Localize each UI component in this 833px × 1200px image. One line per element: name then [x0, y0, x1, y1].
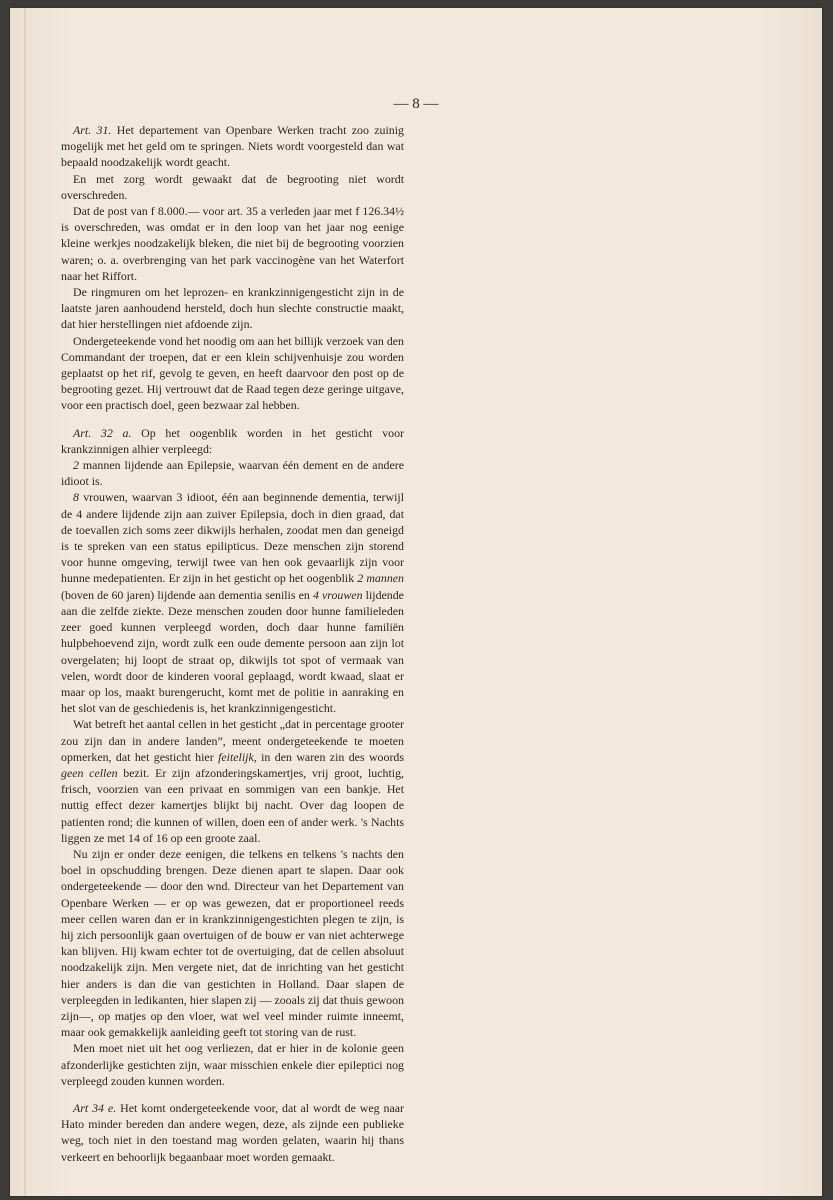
- art32-text-2: mannen lijdende aan Epilepsie, waarvan één dement en de andere idioot is.: [61, 458, 404, 489]
- art32-paragraph-4: [61, 716, 404, 846]
- art32-men-count: 2: [73, 458, 79, 473]
- art32-paragraph-2: [61, 457, 404, 489]
- art32-paragraph-6: Men moet niet uit het oog verliezen, dat er hier in de kolonie geen afzonderlijke gestichten zijn, waar misschien enkele dier epileptici nog verpleegd zouden kunnen worden.: [61, 1041, 404, 1088]
- art32-text-4a: Wat betreft het aantal cellen in het gesticht „dat in percentage grooter zou zijn dan in andere landen”, meent ondergeteekende te moeten opmerken, dat het gesticht hier: [61, 717, 404, 764]
- page-number: — 8 —: [393, 96, 439, 112]
- art32-geen-cellen: geen cellen: [61, 765, 118, 780]
- page-fold-shadow: [24, 8, 27, 1196]
- art31-paragraph-5: Ondergeteekende vond het noodig om aan het billijk verzoek van den Commandant der troepen, dat er een klein schijvenhuisje zou worden geplaatst op het rif, gevolg te geven, en heeft daarvoor den post op de begrooting gezet. Hij vertrouwt dat de Raad tegen deze geringe uitgave, voor een practisch doel, geen bezwaar zal hebben.: [61, 333, 404, 413]
- art32-paragraph-3: [61, 489, 404, 716]
- art34-paragraph-1: [61, 1100, 404, 1165]
- art32-senile-women: 4 vrouwen: [312, 587, 363, 602]
- art32-feitelijk: feitelijk: [218, 749, 254, 764]
- art31-label: Art. 31.: [73, 123, 112, 137]
- art32-text-1: Op het oogenblik worden in het gesticht voor krankzinnigen alhier verpleegd:: [61, 425, 404, 456]
- art32-paragraph-1: [61, 425, 404, 457]
- art32-label: Art. 32 a.: [73, 425, 132, 440]
- art31-paragraph-1: [61, 122, 404, 171]
- art32-text-4c: bezit. Er zijn afzonderingskamertjes, vrij groot, luchtig, frisch, voorzien van een privaat en sommigen van een bankje. Het nuttig effect dezer kamertjes blijkt bij nacht. Over dag loopen de patienten rond; die kunnen of willen, doen een of ander werk. 's Nachts liggen ze met 14 of 16 op een groote zaal.: [61, 765, 404, 845]
- art34-text-1: Het komt ondergeteekende voor, dat al wordt de weg naar Hato minder bereden dan andere wegen, deze, als zijnde een publieke weg, toch niet in den toestand mag worden gelaten, waarin hij thans verkeert en behoorlijk begaanbaar moet worden gemaakt.: [61, 1100, 404, 1164]
- document-page: [10, 8, 822, 1196]
- art31-paragraph-3: Dat de post van f 8.000.— voor art. 35 a verleden jaar met f 126.34½ is overschreden, was omdat er in den loop van het jaar nog eenige kleine werkjes noodzakelijk bleken, die niet bij de begrooting voorzien waren; o. a. overbrenging van het park vaccinogène van het Waterfort naar het Riffort.: [61, 204, 404, 283]
- document-body: [61, 122, 404, 1165]
- art32-text-3b: (boven de 60 jaren) lijdende aan dementia senilis en: [61, 587, 310, 602]
- art31-paragraph-2: En met zorg wordt gewaakt dat de begrooting niet wordt overschreden.: [61, 171, 404, 202]
- art32-paragraph-5: Nu zijn er onder deze eenigen, die telkens en telkens 's nachts den boel in opschudding brengen. Deze dienen apart te slapen. Daar ook ondergeteekende — door den wnd. Directeur van het Departement van Openbare Werken — er op was gewezen, dat er proportioneel reeds meer cellen waren dan er in krankzinnigengestichten plegen te zijn, is hij zich persoonlijk gaan overtuigen of de bouw er van niet achterwege kan blijven. Hij kwam echter tot de overtuiging, dat de cellen absoluut noodzakelijk zijn. Men vergete niet, dat de inrichting van het gesticht hier anders is dan die van gestichten in Holland. Daar slapen de verpleegden in ledikanten, hier slapen zij — zooals zij dat thuis gewoon zijn—, op matjes op den vloer, wat wel veel minder ruimte inneemt, maar ook gemakkelijk aanleiding geeft tot storing van de rust.: [61, 846, 404, 1040]
- art32-text-3a: vrouwen, waarvan 3 idioot, één aan beginnende dementia, terwijl de 4 andere lijdende zijn aan zuiver Epilepsia, doch in dien graad, dat de toevallen zich soms zeer dikwijls herhalen, zoodat men dan geneigd is te spreken van een status epilipticus. Deze menschen zijn storend voor hunne omgeving, terwijl twee van hen ook gevaarlijk zijn voor hunne medepatienten. Er zijn in het gesticht op het oogenblik: [61, 490, 404, 586]
- art34-label: Art 34 e.: [73, 1100, 117, 1115]
- art32-senile-men: 2 mannen: [357, 571, 404, 586]
- art32-women-count: 8: [73, 490, 79, 505]
- art32-text-3c: lijdende aan die zelfde ziekte. Deze menschen zouden door hunne familieleden zeer goed kunnen verpleegd worden, doch daar hunne familiën hulpbehoevend zijn, wordt zulk een oude demente persoon aan zijn lot overgelaten; hij loopt de straat op, dikwijls tot spot of vermaak van velen, wordt door de kinderen vooral geplaagd, wordt kwaad, slaat er maar op los, maakt burengerucht, komt met de politie in aanraking en het slot van de geschiedenis is, het krankzinnigengesticht.: [61, 587, 404, 716]
- art32-text-4b: , in den waren zin des woords: [253, 749, 404, 764]
- art31-text-1: Het departement van Openbare Werken tracht zoo zuinig mogelijk met het geld om te springen. Niets wordt voorgesteld dan wat bepaald noodzakelijk wordt geacht.: [61, 123, 404, 170]
- art31-paragraph-4: De ringmuren om het leprozen- en krankzinnigengesticht zijn in de laatste jaren aanhoudend hersteld, doch hun slechte constructie maakt, dat hier herstellingen niet afdoende zijn.: [61, 285, 404, 332]
